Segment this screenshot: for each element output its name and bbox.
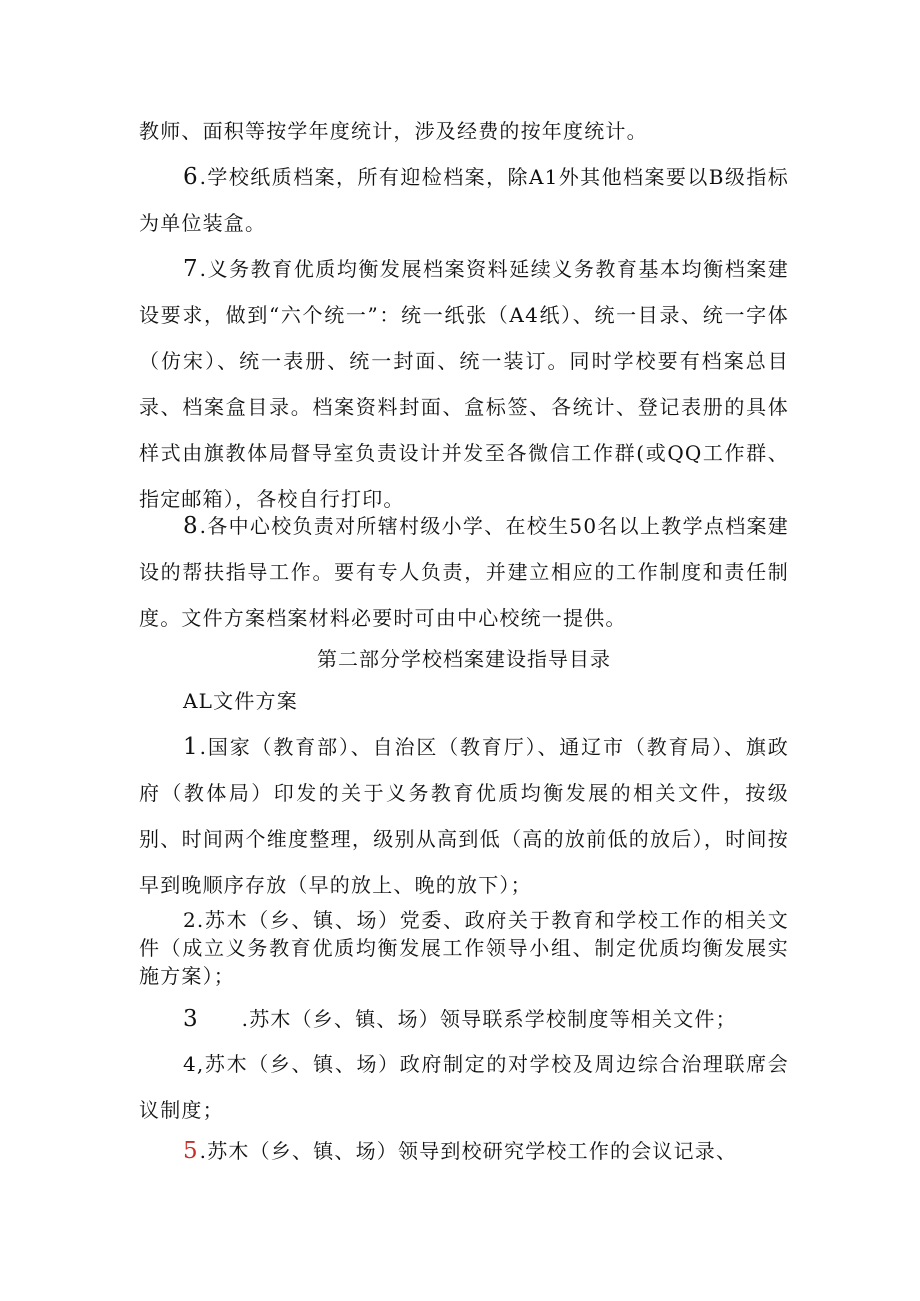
paragraph-statistics-note xyxy=(139,108,789,154)
subsection-title-text: AL文件方案 xyxy=(183,689,298,713)
section-title: 第二部分学校档案建设指导目录 xyxy=(317,647,611,671)
list-item-2 xyxy=(139,906,789,990)
item-text: .苏木（乡、镇、场）领导到校研究学校工作的会议记录、 xyxy=(199,1139,738,1163)
paragraph-item-6 xyxy=(139,154,789,246)
item-text: 2.苏木（乡、镇、场）党委、政府关于教育和学校工作的相关文件（成立义务教育优质均衡发展工作领导小组、制定优质均衡发展实施方案）； xyxy=(139,908,789,988)
paragraph-item-7 xyxy=(139,246,789,522)
list-item-4 xyxy=(139,1041,789,1133)
list-item-3 xyxy=(139,996,789,1042)
paragraph-number: 7 xyxy=(183,256,200,282)
paragraph-number: 6 xyxy=(183,164,200,190)
list-item-5 xyxy=(139,1128,789,1174)
list-item-1 xyxy=(139,724,789,908)
paragraph-text: .各中心校负责对所辖村级小学、在校生50名以上教学点档案建设的帮扶指导工作。要有专人负责，并建立相应的工作制度和责任制度。文件方案档案材料必要时可由中心校统一提供。 xyxy=(139,514,789,630)
item-number: 3 xyxy=(183,1006,200,1032)
paragraph-text: .义务教育优质均衡发展档案资料延续义务教育基本均衡档案建设要求，做到“六个统一”：统一纸张（A4纸）、统一目录、统一字体（仿宋）、统一表册、统一封面、统一装订。同时学校要有档案总目录、档案盒目录。档案资料封面、盒标签、各统计、登记表册的具体样式由旗教体局督导室负责设计并发至各微信工作群(或QQ工作群、指定邮箱），各校自行打印。 xyxy=(139,257,789,511)
item-text: .苏木（乡、镇、场）领导联系学校制度等相关文件； xyxy=(241,1007,737,1031)
item-number: 5 xyxy=(183,1138,200,1164)
paragraph-text: .学校纸质档案，所有迎检档案，除A1外其他档案要以B级指标为单位装盒。 xyxy=(139,165,789,235)
item-text: 4,苏木（乡、镇、场）政府制定的对学校及周边综合治理联席会议制度； xyxy=(139,1052,789,1122)
subsection-title xyxy=(139,678,789,724)
paragraph-number: 8 xyxy=(183,513,200,539)
item-number: 1 xyxy=(183,734,200,760)
paragraph-text: 教师、面积等按学年度统计，涉及经费的按年度统计。 xyxy=(139,119,648,143)
item-text: .国家（教育部）、自治区（教育厅）、通辽市（教育局）、旗政府（教体局）印发的关于义务教育优质均衡发展的相关文件，按级别、时间两个维度整理，级别从高到低（高的放前低的放后），时间按早到晚顺序存放（早的放上、晚的放下）； xyxy=(139,735,789,897)
paragraph-item-8 xyxy=(139,503,789,641)
